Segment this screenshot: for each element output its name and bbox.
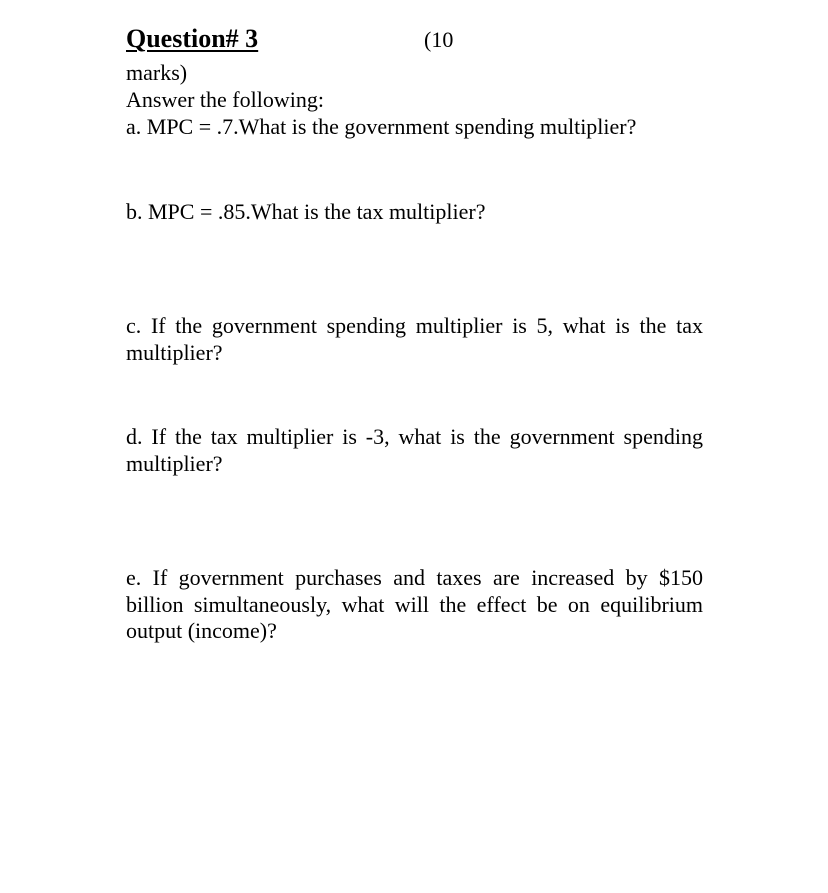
question-item-c: c. If the government spending multiplier is 5, what is the tax multiplier? bbox=[126, 313, 703, 365]
question-item-d: d. If the tax multiplier is -3, what is the government spending multiplier? bbox=[126, 424, 703, 476]
question-item-e: e. If government purchases and taxes are increased by $150 billion simultaneously, what will the effect be on equilibrium output (income)? bbox=[126, 565, 703, 643]
instruction: Answer the following: bbox=[126, 87, 324, 112]
question-title: Question# 3 bbox=[126, 24, 259, 53]
question-header bbox=[126, 24, 703, 58]
marks-close: marks) bbox=[126, 60, 188, 85]
marks-open: (10 bbox=[424, 27, 454, 52]
question-item-b: b. MPC = .85.What is the tax multiplier? bbox=[126, 199, 486, 224]
question-item-a: a. MPC = .7.What is the government spending multiplier? bbox=[126, 114, 637, 139]
